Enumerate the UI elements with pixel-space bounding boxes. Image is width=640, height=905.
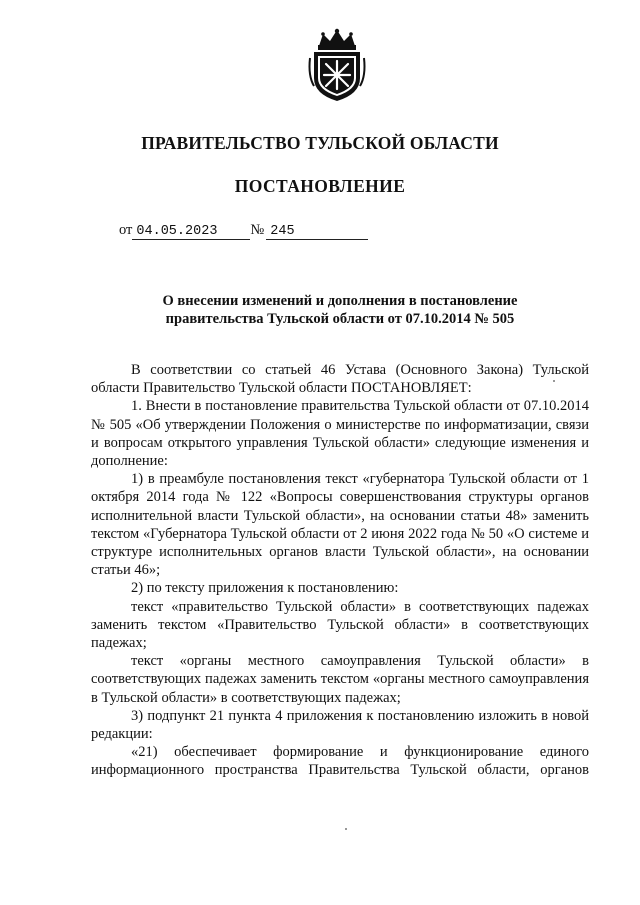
body-paragraph: 3) подпункт 21 пункта 4 приложения к постановлению изложить в новой редакции:: [91, 707, 589, 743]
body-paragraph: В соответствии со статьей 46 Устава (Основного Закона) Тульской области Правительство Тульской области ПОСТАНОВЛЯЕТ:: [91, 362, 589, 397]
body-paragraph: текст «правительство Тульской области» в соответствующих падежах заменить текстом «Правительство Тульской области» в соответствующих падежах;: [91, 598, 589, 652]
date-label: от: [119, 222, 133, 238]
body-paragraph: 2) по тексту приложения к постановлению:: [131, 580, 399, 597]
organization-title: ПРАВИТЕЛЬСТВО ТУЛЬСКОЙ ОБЛАСТИ: [141, 133, 499, 153]
body-paragraph: 1. Внести в постановление правительства Тульской области от 07.10.2014 № 505 «Об утверждении Положения о министерстве по информатизации, связи и вопросам открытого управления Тульской области» следующие изменения и дополнение:: [91, 398, 589, 470]
document-subject: [120, 292, 560, 328]
subject-line: О внесении изменений и дополнения в постановление: [162, 293, 518, 309]
body-paragraph: «21) обеспечивает формирование и функционирование единого информационного пространства Правительства Тульской области, органов: [91, 744, 589, 779]
scan-speck: [345, 828, 347, 830]
subject-line: правительства Тульской области от 07.10.2014 № 505: [165, 311, 515, 327]
document-type-title: ПОСТАНОВЛЕНИЕ: [234, 176, 406, 196]
body-paragraph: 1) в преамбуле постановления текст «губернатора Тульской области от 1 октября 2014 года № 122 «Вопросы совершенствования структуры органов исполнительной власти Тульской области», на основании статьи 48» заменить текстом «Губернатора Тульской области от 2 июня 2022 года № 50 «О системе и структуре исполнительных органов власти Тульской области», на основании статьи 46»;: [91, 471, 589, 579]
body-paragraph: текст «органы местного самоуправления Тульской области» в соответствующих падежах заменить текстом «органы местного самоуправления в Тульской области» в соответствующих падежах;: [91, 653, 589, 706]
tula-coat-of-arms-icon: [306, 28, 368, 102]
registration-line: [119, 222, 368, 240]
scan-speck: [553, 380, 555, 382]
number-label: №: [250, 222, 265, 238]
document-date: 04.05.2023: [132, 224, 250, 240]
document-number: 245: [266, 224, 368, 240]
document-body: [91, 361, 589, 780]
